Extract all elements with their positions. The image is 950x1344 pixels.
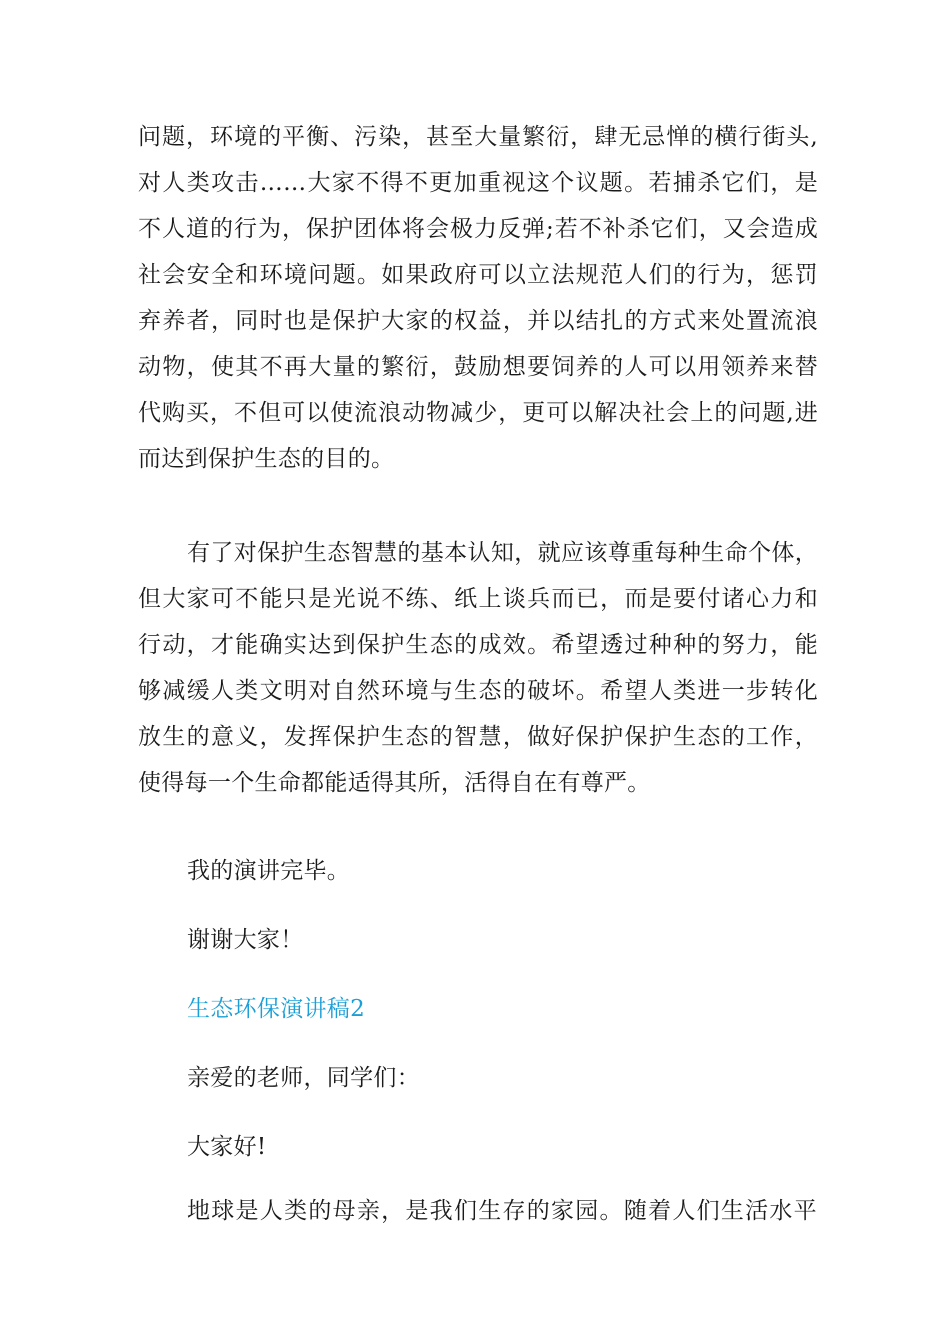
paragraph-line: 够减缓人类文明对自然环境与生态的破坏。希望人类进一步转化 — [138, 678, 818, 704]
thanks-line: 谢谢大家！ — [187, 927, 304, 953]
paragraph-line: 有了对保护生态智慧的基本认知，就应该尊重每种生命个体， — [187, 540, 818, 566]
paragraph-line: 不人道的行为，保护团体将会极力反弹;若不补杀它们，又会造成 — [138, 216, 818, 242]
greeting: 大家好! — [187, 1134, 267, 1160]
paragraph-line: 弃养者，同时也是保护大家的权益，并以结扎的方式来处置流浪 — [138, 308, 818, 334]
paragraph-line: 对人类攻击……大家不得不更加重视这个议题。若捕杀它们，是 — [138, 170, 818, 196]
paragraph-line: 动物，使其不再大量的繁衍，鼓励想要饲养的人可以用领养来替 — [138, 354, 818, 380]
salutation: 亲爱的老师，同学们： — [187, 1065, 420, 1091]
paragraph-line: 放生的意义，发挥保护生态的智慧，做好保护保护生态的工作， — [138, 724, 818, 750]
paragraph-line: 代购买，不但可以使流浪动物减少，更可以解决社会上的问题,进 — [138, 400, 818, 426]
section-heading: 生态环保演讲稿2 — [187, 996, 366, 1022]
paragraph-2 — [138, 530, 818, 806]
paragraph-line: 而达到保护生态的目的。 — [138, 446, 395, 472]
paragraph-line: 行动，才能确实达到保护生态的成效。希望透过种种的努力，能 — [138, 632, 818, 658]
paragraph-line: 使得每一个生命都能适得其所，活得自在有尊严。 — [138, 770, 651, 796]
closing-remark: 我的演讲完毕。 — [187, 858, 351, 884]
paragraph-line: 问题，环境的平衡、污染，甚至大量繁衍，肆无忌惮的横行街头, — [138, 124, 818, 150]
paragraph-3-line — [187, 1188, 817, 1234]
paragraph-1 — [138, 114, 818, 482]
paragraph-line: 社会安全和环境问题。如果政府可以立法规范人们的行为，惩罚 — [138, 262, 818, 288]
paragraph-line: 但大家可不能只是光说不练、纸上谈兵而已，而是要付诸心力和 — [138, 586, 818, 612]
paragraph-line: 地球是人类的母亲，是我们生存的家园。随着人们生活水平 — [187, 1198, 817, 1224]
